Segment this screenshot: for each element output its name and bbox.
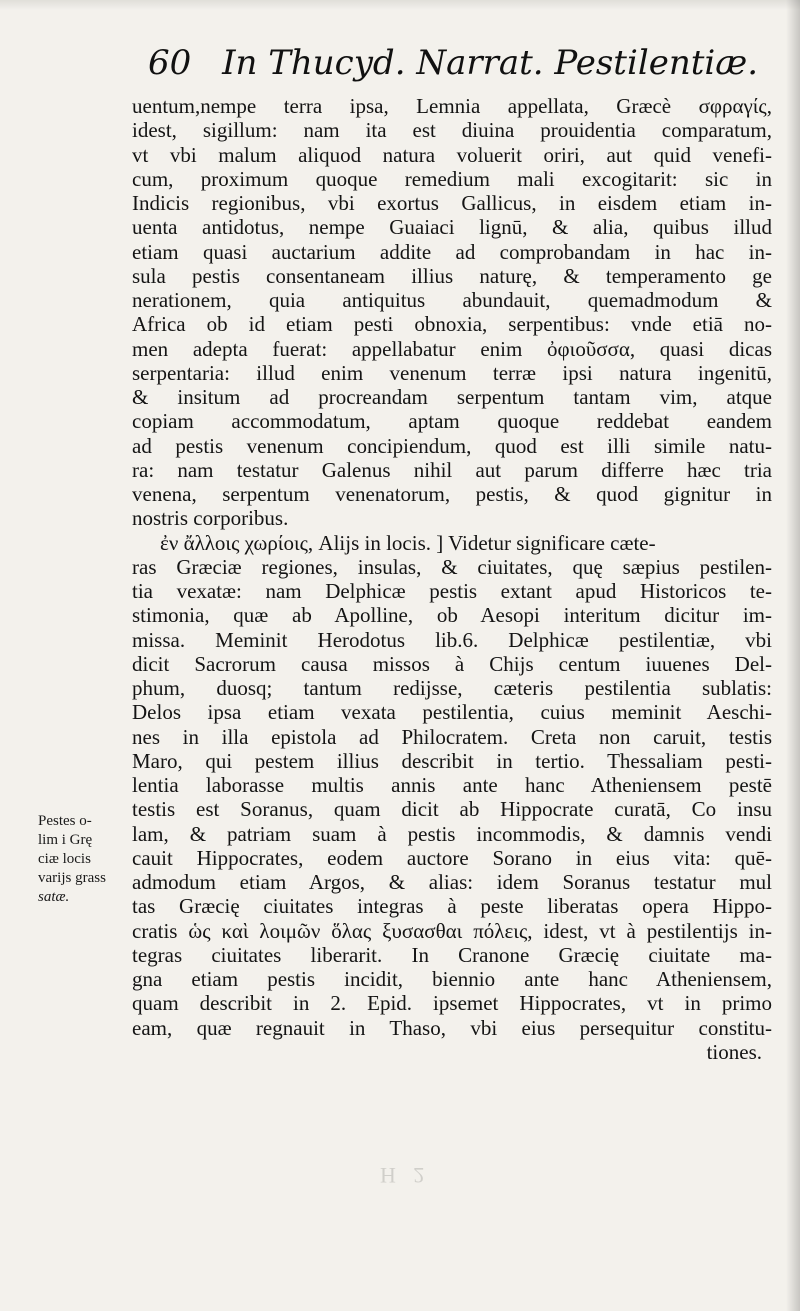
text-line: missa. Meminit Herodotus lib.6. Delphicæ pestilentiæ, vbi <box>132 627 772 652</box>
text-line: uentum,nempe terra ipsa, Lemnia appellata, Græcè σφραγίς, <box>132 94 772 118</box>
text-line: ras Græciæ regiones, insulas, & ciuitates, quę sæpius pestilen- <box>132 554 772 579</box>
text-line: lentia laborasse multis annis ante hanc Atheniensem pestē <box>132 773 772 797</box>
gutter-shadow <box>786 0 800 1311</box>
text-line: gna etiam pestis incidit, biennio ante hanc Atheniensem, <box>132 967 772 991</box>
running-head <box>148 38 758 88</box>
text-line: tas Græcię ciuitates integras à peste liberatas opera Hippo- <box>132 894 772 919</box>
text-line: uenta antidotus, nempe Guaiaci lignū, & alia, quibus illud <box>132 215 772 240</box>
text-line: etiam quasi auctarium addite ad comprobandam in hac in- <box>132 239 772 264</box>
text-line: ra: nam testatur Galenus nihil aut parum differre hæc tria <box>132 457 772 482</box>
text-line: Indicis regionibus, vbi exortus Gallicus, in eisdem etiam in- <box>132 191 772 215</box>
text-line: serpentaria: illud enim venenum terræ ipsi natura ingenitū, <box>132 360 772 385</box>
text-line: testis est Soranus, quam dicit ab Hippocrate curatā, Co insu <box>132 797 772 822</box>
text-line: nostris corporibus. <box>132 506 289 531</box>
text-line: cratis ὡς καὶ λοιμῶν ὅλας ξυσασθαι πόλεις, idest, vt à pestilentijs in- <box>132 918 772 943</box>
text-line: dicit Sacrorum causa missos à Chijs centum iuuenes Del- <box>132 651 772 676</box>
running-title: In Thucyd. Narrat. Pestilentiæ. <box>222 43 759 83</box>
marginal-note-line: Pestes o- <box>38 813 92 829</box>
page-number: 60 <box>148 43 192 83</box>
text-line: sula pestis consentaneam illius naturę, & temperamento ge <box>132 263 772 288</box>
text-line: phum, duosq; tantum redijsse, cæteris pestilentia sublatis: <box>132 676 772 700</box>
text-line: copiam accommodatum, aptam quoque reddebat eandem <box>132 409 772 434</box>
text-line: men adepta fuerat: appellabatur enim ὀφιοῦσσα, quasi dicas <box>132 336 772 361</box>
text-line: Delos ipsa etiam vexata pestilentia, cuius meminit Aeschi- <box>132 700 772 725</box>
page-top-shadow <box>0 0 800 10</box>
text-line: Maro, qui pestem illius describit in tertio. Thessaliam pesti- <box>132 748 772 773</box>
text-line: vt vbi malum aliquod natura voluerit oriri, aut quid venefi- <box>132 142 772 167</box>
catchword: tiones. <box>706 1039 762 1064</box>
marginal-note-line: varijs grass <box>38 870 106 886</box>
text-line: ἐν ἄλλοις χωρίοις, Alijs in locis. ] Videtur significare cæte- <box>160 530 656 555</box>
text-line: tia vexatæ: nam Delphicæ pestis extant apud Historicos te- <box>132 579 772 603</box>
text-line: cauit Hippocrates, eodem auctore Sorano in eius vita: quē- <box>132 845 772 870</box>
marginal-note-line: lim i Grę <box>38 832 93 848</box>
text-line: nes in illa epistola ad Philocratem. Creta non caruit, testis <box>132 724 772 749</box>
text-line: nerationem, quia antiquitus abundauit, quemadmodum & <box>132 288 772 312</box>
paragraph-2 <box>132 531 772 1040</box>
text-line: quam describit in 2. Epid. ipsemet Hippocrates, vt in primo <box>132 991 772 1016</box>
signature-mark: H 2 <box>380 1163 431 1188</box>
text-line: Africa ob id etiam pesti obnoxia, serpentibus: vnde etiā no- <box>132 312 772 337</box>
text-line: tegras ciuitates liberarit. In Cranone Græcię ciuitate ma- <box>132 942 772 967</box>
main-text <box>132 94 772 1064</box>
text-line: admodum etiam Argos, & alias: idem Soranus testatur mul <box>132 870 772 894</box>
text-line: eam, quæ regnauit in Thaso, vbi eius persequitur constitu- <box>132 1015 772 1040</box>
text-line: venena, serpentum venenatorum, pestis, & quod gignitur in <box>132 482 772 506</box>
text-line: lam, & patriam suam à pestis incommodis, & damnis vendi <box>132 821 772 846</box>
text-line: stimonia, quæ ab Apolline, ob Aesopi interitum dicitur im- <box>132 603 772 628</box>
marginal-note-line: ciæ locis <box>38 851 91 867</box>
marginal-note-line: satæ. <box>38 889 70 905</box>
text-line: cum, proximum quoque remedium mali excogitarit: sic in <box>132 166 772 191</box>
paragraph-1 <box>132 94 772 531</box>
text-line: idest, sigillum: nam ita est diuina prouidentia comparatum, <box>132 118 772 143</box>
text-line: & insitum ad procreandam serpentum tantam vim, atque <box>132 385 772 409</box>
marginal-note <box>38 812 128 907</box>
text-line: ad pestis venenum concipiendum, quod est illi simile natu- <box>132 433 772 458</box>
